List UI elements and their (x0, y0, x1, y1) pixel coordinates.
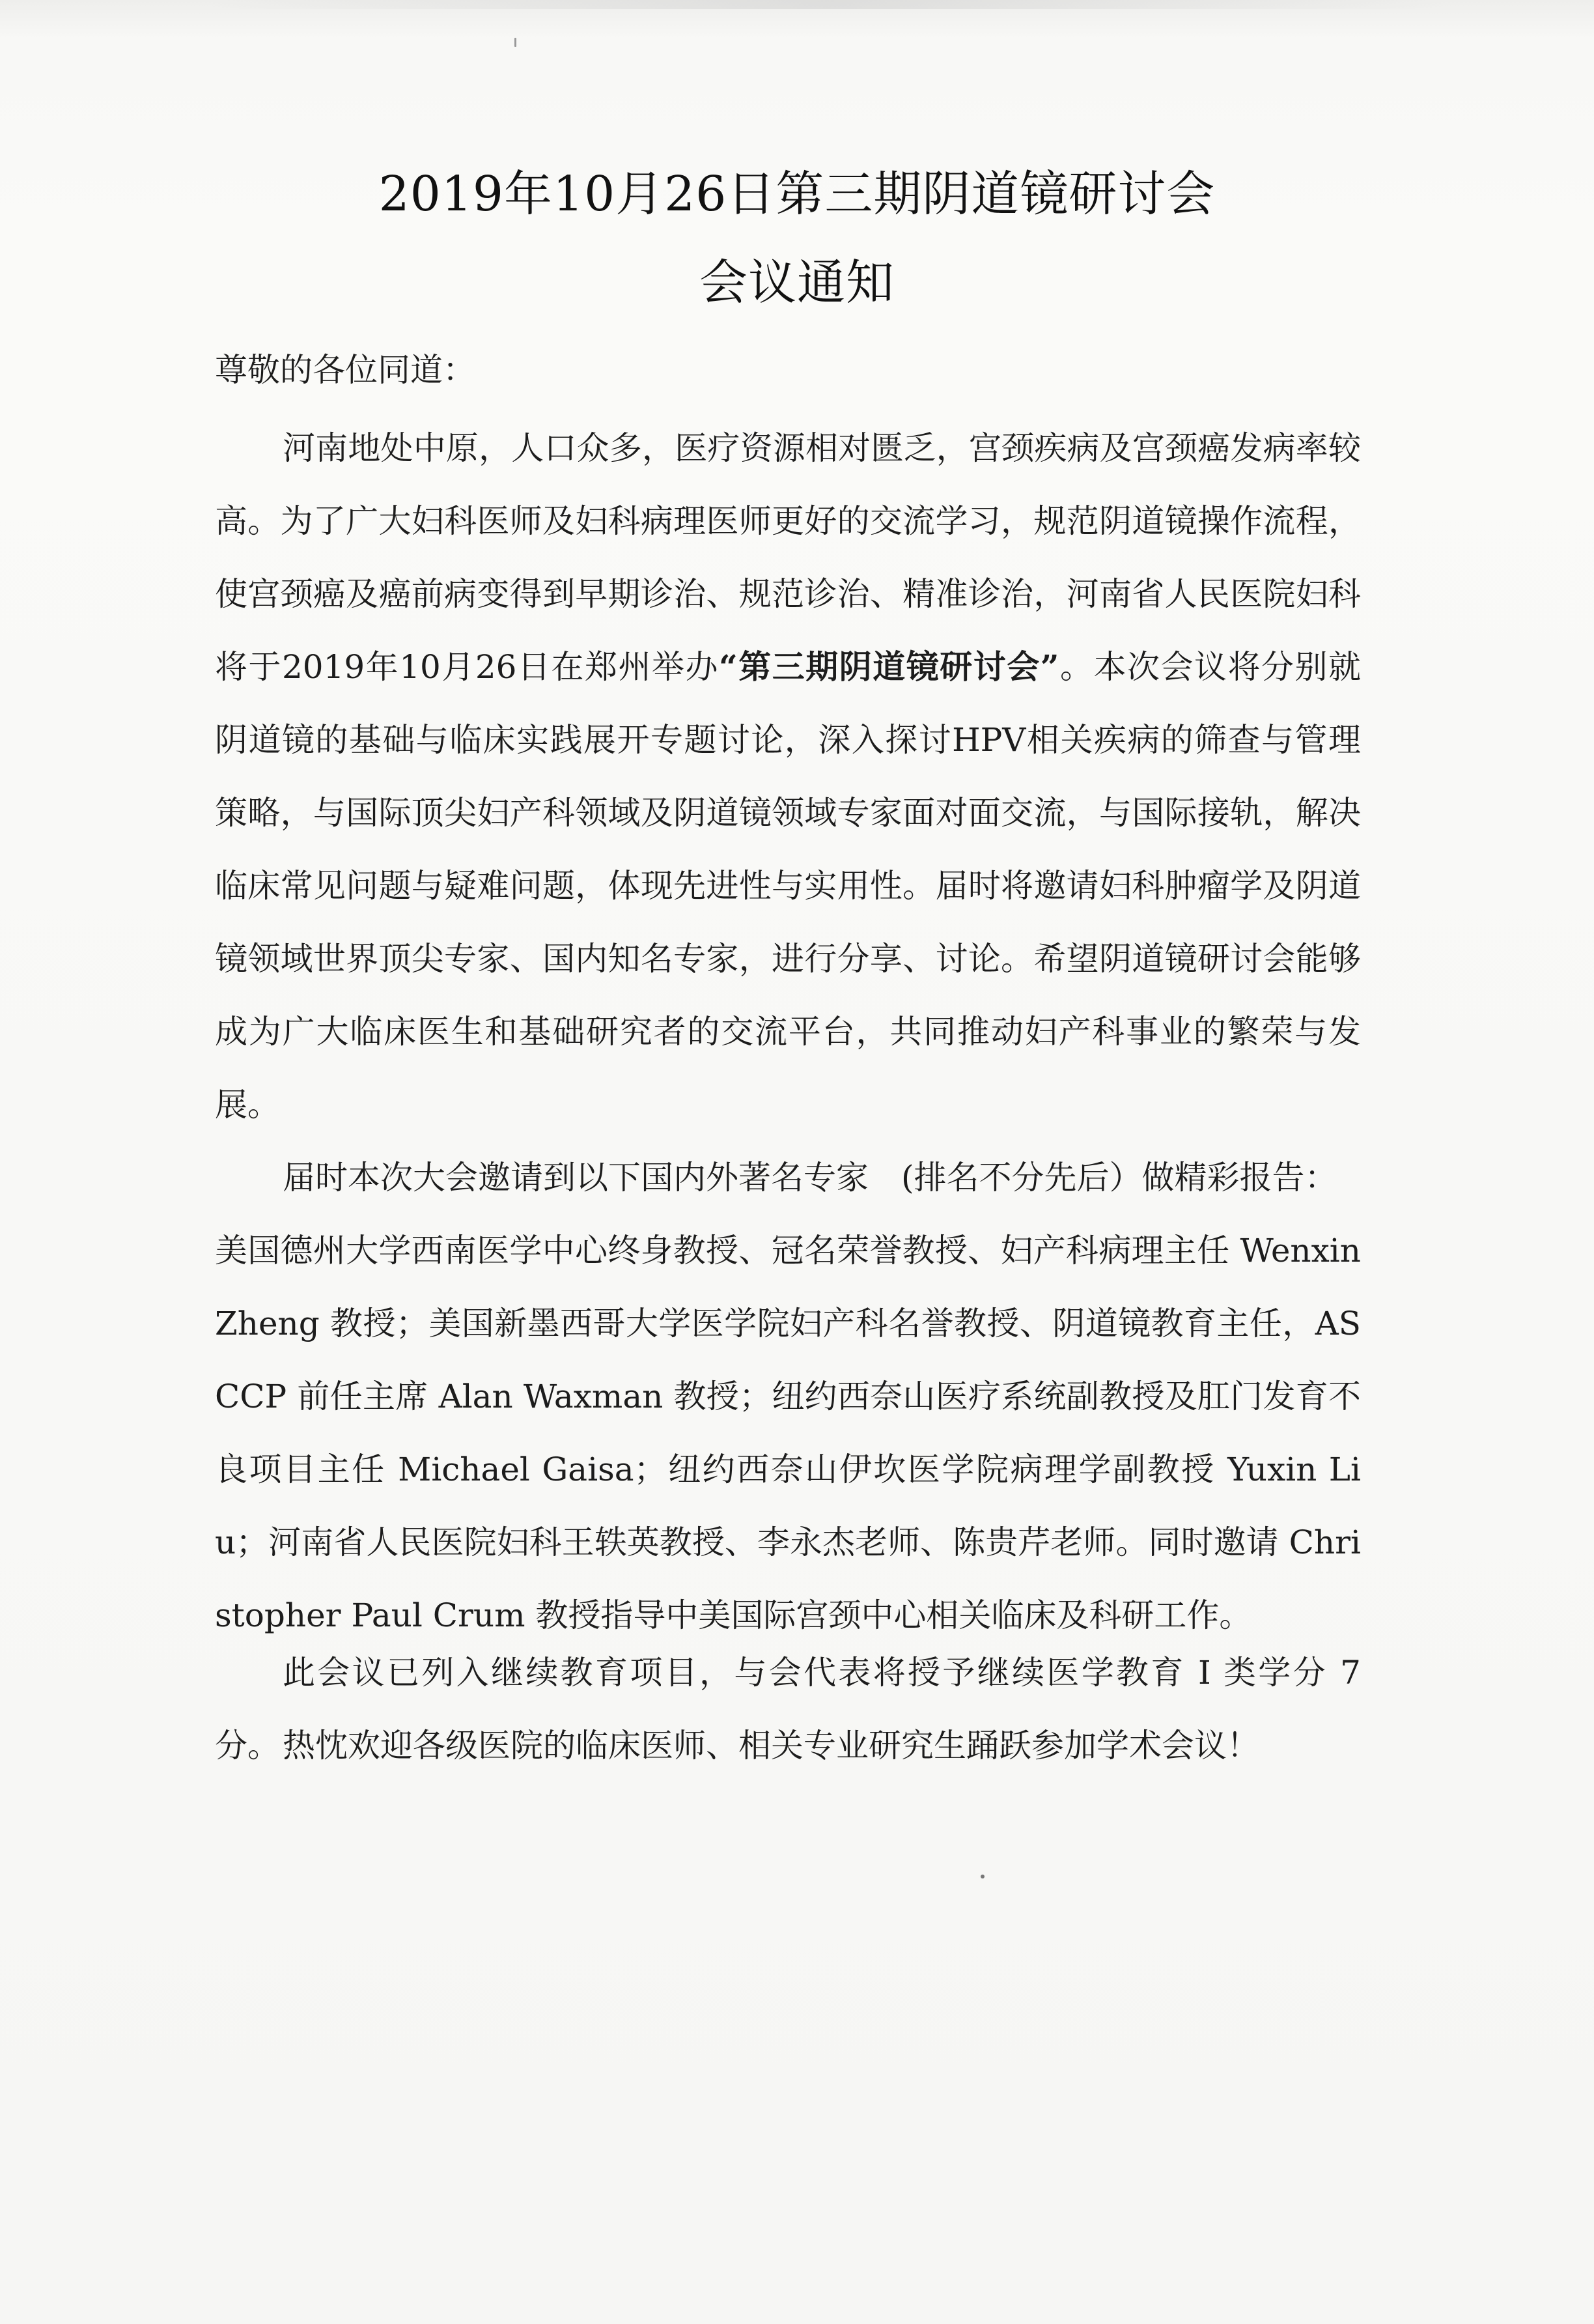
scan-speck (514, 38, 516, 47)
experts-list: 美国德州大学西南医学中心终身教授、冠名荣誉教授、妇产科病理主任 Wenxin Zheng 教授；美国新墨西哥大学医学院妇产科名誉教授、阴道镜教育主任，ASCCP 前任主席 Alan Waxman 教授；纽约西奈山医疗系统副教授及肛门发育不良项目主任 Michael Gaisa；纽约西奈山伊坎医学院病理学副教授 Yuxin Liu；河南省人民医院妇科王轶英教授、李永杰老师、陈贵芹老师。同时邀请 Christopher Paul Crum 教授指导中美国际宫颈中心相关临床及科研工作。 (215, 1232, 1361, 1634)
credit-note: 此会议已列入继续教育项目，与会代表将授予继续医学教育 I 类学分 7 分。 (215, 1654, 1361, 1764)
scan-speck (981, 1875, 985, 1878)
scan-edge-shadow (208, 0, 1446, 9)
salutation: 尊敬的各位同道： (215, 351, 475, 389)
event-name: “第三期阴道镜研讨会” (718, 647, 1059, 686)
experts-paragraph (215, 1141, 1361, 1652)
intro-text-after: 。本次会议将分别就阴道镜的基础与临床实践展开专题讨论，深入探讨HPV相关疾病的筛查与管理策略，与国际顶尖妇产科领域及阴道镜领域专家面对面交流，与国际接轨，解决临床常见问题与疑难问题，体现先进性与实用性。届时将邀请妇科肿瘤学及阴道镜领域世界顶尖专家、国内知名专家，进行分享、讨论。希望阴道镜研讨会能够成为广大临床医生和基础研究者的交流平台，共同推动妇产科事业的繁荣与发展。 (215, 648, 1361, 1124)
welcome-note: 热忱欢迎各级医院的临床医师、相关专业研究生踊跃参加学术会议！ (283, 1727, 1259, 1764)
intro-paragraph (215, 412, 1361, 1141)
experts-lead: 届时本次大会邀请到以下国内外著名专家 (排名不分先后）做精彩报告： (283, 1159, 1337, 1197)
notice-subtitle: 会议通知 (699, 255, 895, 311)
notice-title: 2019年10月26日第三期阴道镜研讨会 (378, 166, 1216, 222)
intro-text-before: 河南地处中原，人口众多，医疗资源相对匮乏，宫颈疾病及宫颈癌发病率较高。为了广大妇科医师及妇科病理医师更好的交流学习，规范阴道镜操作流程，使宫颈癌及癌前病变得到早期诊治、规范诊治、精准诊治，河南省人民医院妇科将于2019年10月26日在郑州举办 (215, 429, 1361, 686)
